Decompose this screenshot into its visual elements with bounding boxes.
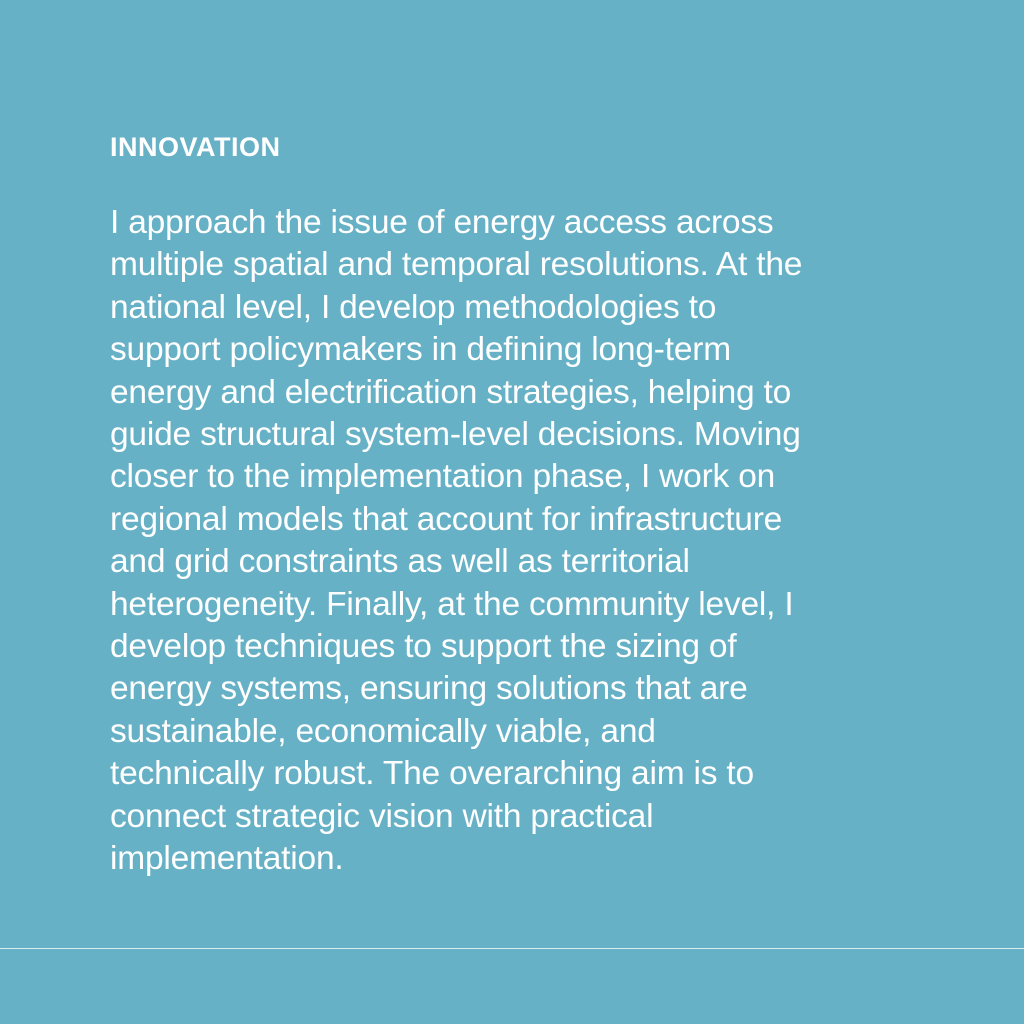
body-line: develop techniques to support the sizing of — [110, 628, 737, 666]
body-line: heterogeneity. Finally, at the community level, I — [110, 585, 794, 623]
body-line: technically robust. The overarching aim is to — [110, 755, 754, 793]
body-line: multiple spatial and temporal resolutions. At the — [110, 246, 803, 284]
body-line: and grid constraints as well as territorial — [110, 543, 690, 581]
body-line: regional models that account for infrastructure — [110, 500, 783, 538]
innovation-section — [110, 128, 930, 881]
body-line: I approach the issue of energy access across — [110, 204, 774, 241]
body-line: sustainable, economically viable, and — [110, 712, 656, 750]
body-line: energy systems, ensuring solutions that are — [110, 670, 748, 708]
body-line: connect strategic vision with practical — [110, 797, 654, 835]
body-line: national level, I develop methodologies to — [110, 288, 717, 326]
section-title: INNOVATION — [110, 132, 281, 162]
body-line: implementation. — [110, 840, 344, 878]
body-line: support policymakers in defining long-term — [110, 331, 731, 369]
footer-divider — [0, 948, 1024, 949]
section-body — [110, 202, 930, 881]
body-line: energy and electrification strategies, helping to — [110, 373, 792, 411]
body-line: guide structural system-level decisions. Moving — [110, 416, 801, 454]
body-line: closer to the implementation phase, I work on — [110, 458, 776, 496]
